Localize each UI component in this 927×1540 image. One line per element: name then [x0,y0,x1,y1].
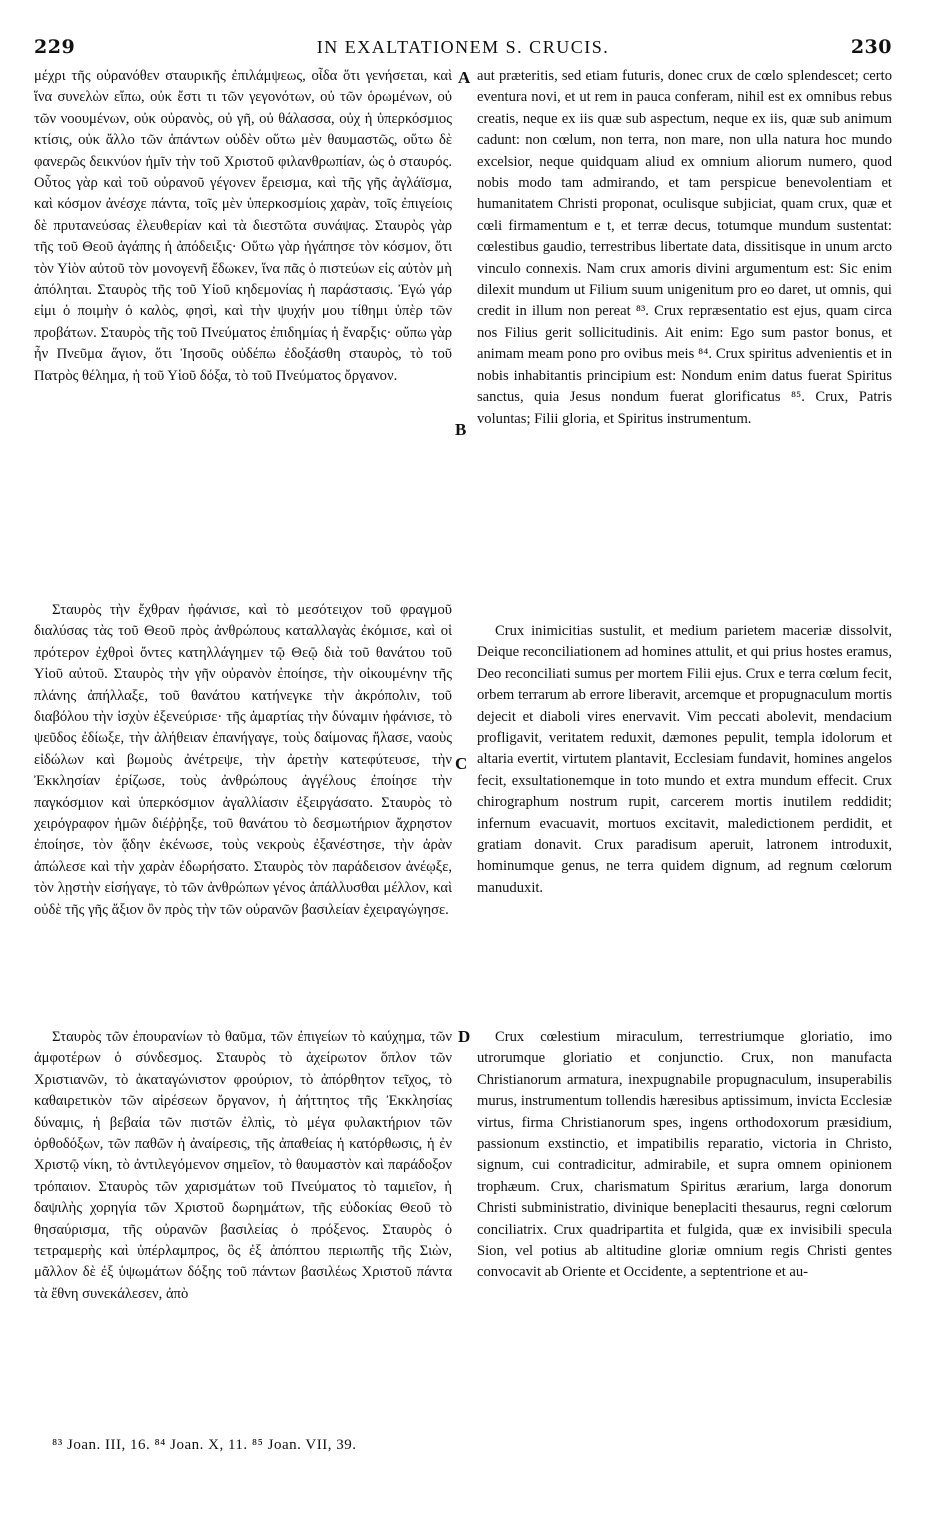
greek-paragraph-1 [34,66,452,387]
latin-text-1: aut præteritis, sed etiam futuris, donec crux de cœlo splendescet; certo eventura novi, et ut rem in pauca conferam, nihil est ex omnibus rebus creatis, neque ex iis quæ sub aspectum, neque ex iis, quæ sub animum cadunt: non cœlum, non terra, non mare, non ulla natura hoc mundo excelsior, neque quidquam aliud ex omnium aliorum numero, quod nobis modo tam admirando, et tam perspicue benevolentiam et humanitatem Christi proponat, oculisque subjiciat, quam crux, quæ et cœli firmamentum e t, et terræ decus, totumque mundum sustentat: cœlestibus gaudio, terrestribus libertate data, dissitisque in unum arcto vinculo connexis. Nam crux amoris divini argumentum est: Sic enim dilexit mundum ut Filium suum unigenitum pro eo daret, ut omnis, qui credit in illum non pereat ⁸³. Crux repræsentatio est ejus, quam circa nos Filius gerit sollicitudinis. Ait enim: Ego sum pastor bonus, et animam meam pono pro ovibus meis ⁸⁴. Crux spiritus advenientis et in nobis inhabitantis principium est: Nondum enim datus fuerat Spiritus sanctus, quia Jesus nondum fuerat glorificatus ⁸⁵. Crux, Patris voluntas; Filii gloria, et Spiritus instrumentum. [477,68,892,427]
footnotes: ⁸³ Joan. III, 16. ⁸⁴ Joan. X, 11. ⁸⁵ Joan. VII, 39. [52,1437,357,1453]
greek-text-3: Σταυρὸς τῶν ἐπουρανίων τὸ θαῦμα, τῶν ἐπιγείων τὸ καύχημα, τῶν ἀμφοτέρων ὁ σύνδεσμος. Σταυρὸς τὸ ἀχείρωτον ὅπλον τῶν Χριστιανῶν, τὸ ἀκαταγώνιστον φρούριον, τὸ ἀπόρθητον τεῖχος, τὸ καθαιρετικὸν τῶν αἱρέσεων ὄργανον, ἡ ἀήττητος τῆς Ἐκκλησίας δύναμις, ἡ βεβαία τῶν πιστῶν ἐλπὶς, τὸ μέγα φυλακτήριον τῶν ὀρθοδόξων, τῶν παθῶν ἡ ἀναίρεσις, τῆς ἀπαθείας ἡ κατόρθωσις, ἡ ἐν Χριστῷ νίκη, τὸ ἀντιλεγόμενον σημεῖον, τὸ θαυμαστὸν καὶ παράδοξον τρόπαιον. Σταυρὸς τῶν χαρισμάτων τοῦ Πνεύματος τὸ ταμιεῖον, ἡ δαψιλὴς χορηγία τῶν Χριστοῦ δωρημάτων, τῆς εὐδοκίας Θεοῦ τὸ θησαύρισμα, τῆς οὐρανῶν βασιλείας ὁ πρόξενος. Σταυρὸς ὁ τετραμερὴς καὶ ὑπέρλαμπρος, ὃς ἐξ ἀπόπτου περιωπῆς τῆς Σιὼν, μᾶλλον δὲ ἐξ ὑψωμάτων δόξης τοῦ πάντων βασιλέως Χριστοῦ πάντα τὰ ἔθνη συνεκάλεσεν, ἀπὸ [34,1029,452,1302]
margin-marker-c: C [455,754,468,773]
margin-marker-d: D [458,1027,471,1046]
latin-paragraph-1 [477,66,892,430]
left-page-number: 229 [34,36,76,58]
page-header [34,36,892,60]
latin-paragraph-2 [477,621,892,899]
running-title: IN EXALTATIONEM S. CRUCIS. [316,37,610,57]
greek-text-2: Σταυρὸς τὴν ἔχθραν ἠφάνισε, καὶ τὸ μεσότειχον τοῦ φραγμοῦ διαλύσας τὰς τοῦ Θεοῦ πρὸς ἀνθρώπους καταλλαγὰς ἐκόμισε, καὶ οἱ πρότερον ἐχθροὶ ὄντες κατηλλάγημεν τῷ Θεῷ διὰ τοῦ θανάτου τοῦ Υἱοῦ αὐτοῦ. Σταυρὸς τὴν γῆν οὐρανὸν ἐποίησε, τὴν οἰκουμένην τῆς πλάνης ἀπήλλαξε, τοῦ θανάτου κατήνεγκε τὴν ἀκρόπολιν, τοῦ διαβόλου τὴν ἰσχὺν ἐξενεύρισε· τῆς ἁμαρτίας τὴν δύναμιν ἠφάνισε, τὸ ψεῦδος ἐδίωξε, τὴν ἀλήθειαν ἐπανήγαγε, τοὺς δαίμονας ἤλασε, ναοὺς εἰδώλων καὶ βωμοὺς ἀνέτρεψε, τὴν ἀρετὴν κατεφύτευσε, τὴν Ἐκκλησίαν ἐρίζωσε, τοὺς ἀνθρώπους ἀγγέλους ἐποίησε τὴν παγκόσμιον καὶ ὑπερκόσμιον ἀγαλλίασιν ἐξειργάσατο. Σταυρὸς τὸ χειρόγραφον ἡμῶν διέῤῥηξε, τοῦ θανάτου τὸ δεσμωτήριον ἄχρηστον ἐποίησε, τὸν ᾅδην ἐκένωσε, τοὺς νεκροὺς ἐξανέστησε, τὴν ἀρὰν ἀπώλεσε καὶ τὴν χαρὰν ἐδωρήσατο. Σταυρὸς τὸν παράδεισον ἀνέῳξε, τὸν λῃστὴν εἰσήγαγε, τὸ τῶν ἀνθρώπων γένος ἀπάλλυσθαι μέλλον, καὶ οὐδὲ τῆς γῆς ἄξιον ὂν πρὸς τὴν τῶν οὐρανῶν βασιλείαν ἐχειραγώγησε. [34,602,452,918]
right-page-number: 230 [850,36,892,58]
margin-marker-a: A [458,68,471,87]
latin-paragraph-3 [477,1027,892,1284]
latin-text-2: Crux inimicitias sustulit, et medium parietem maceriæ dissolvit, Deique reconciliationem ad homines attulit, et qui prius hostes eramus, Deo reconciliati sumus per mortem Filii ejus. Crux e terra cœlum fecit, orbem terrarum ab errore liberavit, arcemque et propugnaculum mortis dejecit et diaboli vires enervavit. Vim peccati abolevit, mendacium profligavit, veritatem reduxit, dæmones pepulit, templa idolorum et altaria evertit, virtutem plantavit, Ecclesiam fundavit, homines angelos fecit, exsultationemque in toto mundo et extra mundum effecit. Crux chirographum nostrum rupit, carcerem mortis inutilem reddidit; infernum evacuavit, mortuos excitavit, maledictionem perdidit, et gratiam donavit. Crux paradisum aperuit, latronem introduxit, hominumque genus, ne terra quidem dignum, ad regnum cœlorum manuduxit. [477,623,892,896]
latin-text-3: Crux cœlestium miraculum, terrestriumque gloriatio, imo utrorumque gloriatio et conjunctio. Crux, non manufacta Christianorum armatura, inexpugnabile propugnaculum, insuperabilis murus, instrumentum tollendis hæresibus aptissimum, invicta Ecclesiæ virtus, firma Christianorum spes, ingens orthodoxorum præsidium, passionum exstinctio, et impatibilis reparatio, victoria in Christo, signum, cui contradicitur, admirabile, et supra omnem opinionem trophæum. Crux, charismatum Spiritus ærarium, larga donorum Christi subministratio, divinique beneplaciti thesaurus, regni cœlorum conciliatrix. Crux quadripartita et fulgida, quæ ex invisibili specula Sion, vel potius ab altitudine gloriæ omnium regis Christi gentes convocavit ab Oriente et Occidente, a septentrione et au- [477,1029,892,1281]
margin-marker-b: B [455,420,467,439]
greek-paragraph-3 [34,1027,452,1305]
greek-text-1: μέχρι τῆς οὐρανόθεν σταυρικῆς ἐπιλάμψεως, οἶδα ὅτι γενήσεται, καὶ ἵνα συνελὼν εἴπω, οὐκ ἔστι τι τῶν γεγονότων, οὐ τῶν ὁρωμένων, οὐ τῶν νοουμένων, οὐκ οὐρανὸς, οὐ γῆ, οὐ θάλασσα, οὐχ ἡ ὑπερκόσμιος κτίσις, οὐκ ἄλλο τῶν ἁπάντων οὐδὲν οὕτω μὲν θαυμαστῶς, οὕτω δὲ φανερῶς δεικνύον ἡμῖν τὴν τοῦ Χριστοῦ φιλανθρωπίαν, ὡς ὁ σταυρός. Οὗτος γὰρ καὶ τοῦ οὐρανοῦ γέγονεν ἔρεισμα, καὶ τῆς γῆς ἀγλάϊσμα, καὶ κόσμον ἀνέσχε πάντα, τοῖς μὲν ὑπερκοσμίοις χαρὰν, τοῖς ἐπιγείοις δὲ πρυτανεύσας ἐλευθερίαν καὶ τὰ διεστῶτα συνάψας. Σταυρὸς γὰρ τῆς τοῦ Θεοῦ ἀγάπης ἡ ἀπόδειξις· Οὕτω γὰρ ἠγάπησε τὸν κόσμον, ὅτι τὸν Υἱὸν αὐτοῦ τὸν μονογενῆ ἔδωκεν, ἵνα πᾶς ὁ πιστεύων εἰς αὐτὸν μὴ ἀπόληται. Σταυρὸς τῆς τοῦ Υἱοῦ κηδεμονίας ἡ παράστασις. Ἐγώ γάρ εἰμι ὁ ποιμὴν ὁ καλὸς, φησὶ, καὶ τὴν ψυχήν μου τίθημι ὑπὲρ τῶν προβάτων. Σταυρὸς τῆς τοῦ Πνεύματος ἐπιδημίας ἡ ἔναρξις· οὔπω γὰρ ἦν Πνεῦμα ἅγιον, ὅτι Ἰησοῦς οὐδέπω ἐδοξάσθη σταυρὸς, τὸ τοῦ Πατρὸς θέλημα, ἡ τοῦ Υἱοῦ δόξα, τὸ τοῦ Πνεύματος ὄργανον. [34,68,452,384]
greek-paragraph-2 [34,600,452,921]
